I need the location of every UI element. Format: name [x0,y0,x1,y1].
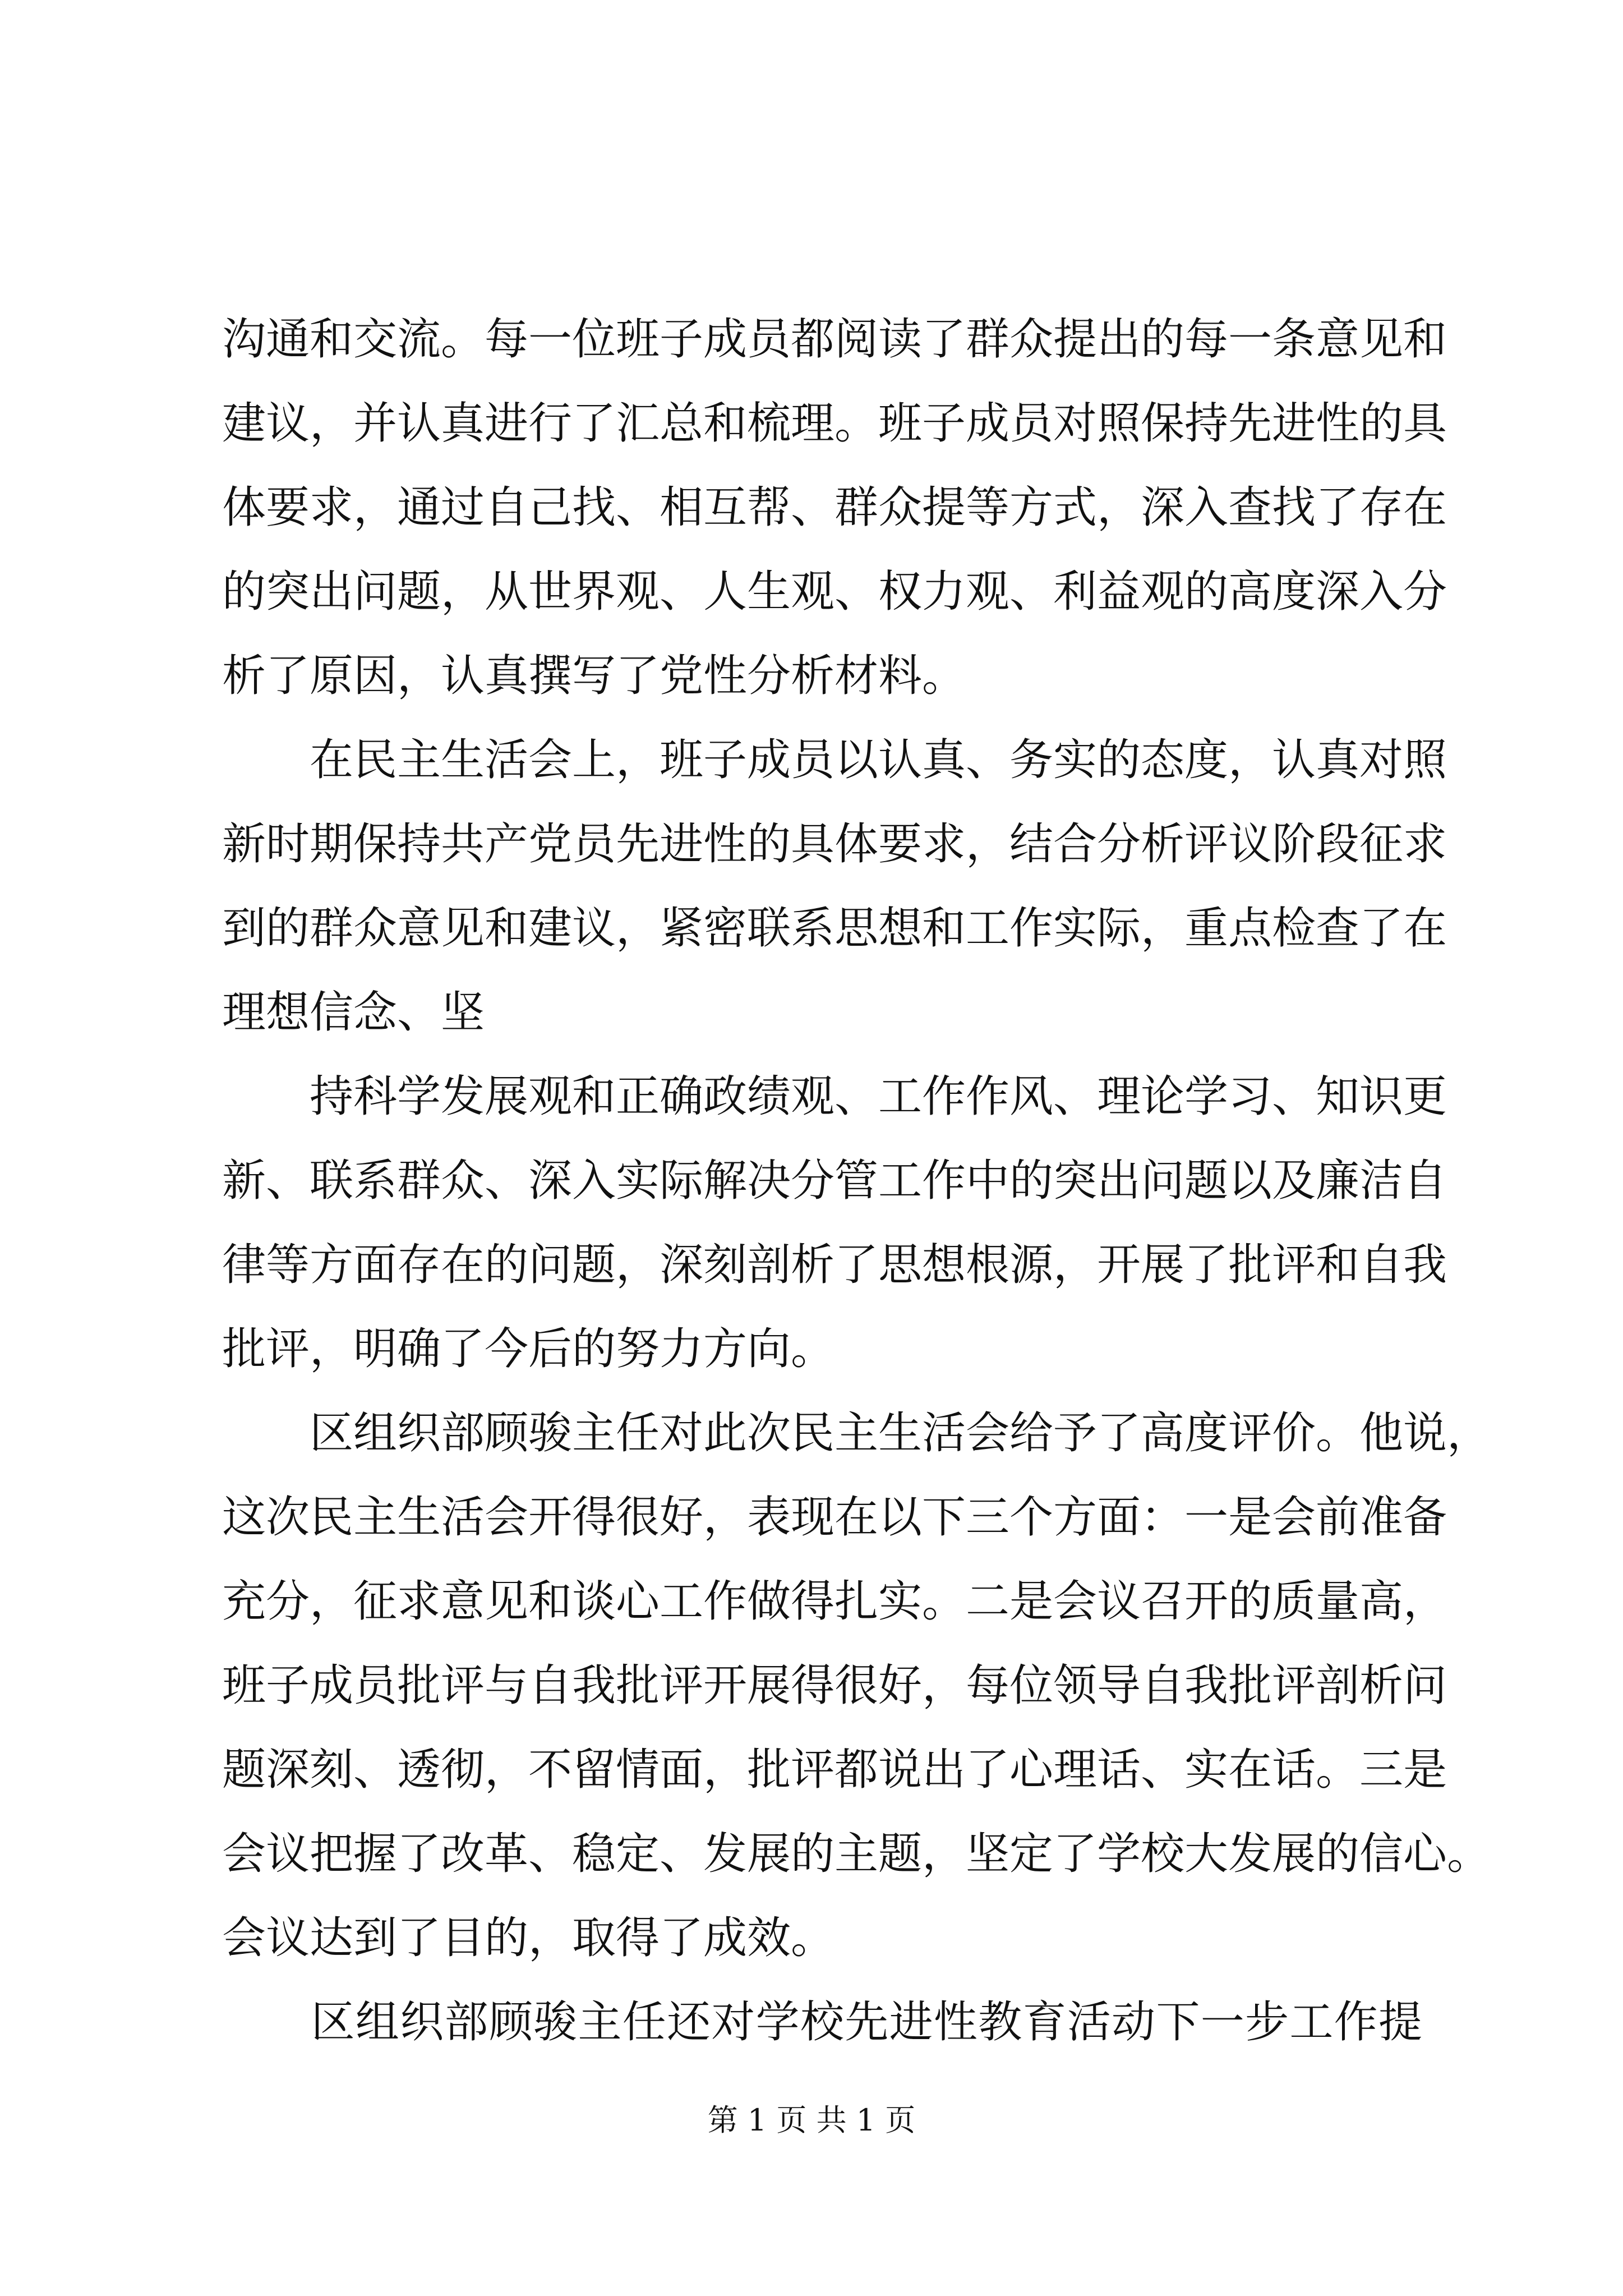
text-line: 充分，征求意见和谈心工作做得扎实。二是会议召开的质量高， [222,1576,1447,1627]
text-line: 新时期保持共产党员先进性的具体要求，结合分析评议阶段征求 [222,819,1447,869]
text-line: 到的群众意见和建议，紧密联系思想和工作实际，重点检查了在 [222,903,1447,954]
text-line: 建议，并认真进行了汇总和梳理。班子成员对照保持先进性的具 [222,398,1447,449]
text-line: 会议把握了改革、稳定、发展的主题，坚定了学校大发展的信心。 [222,1829,1491,1879]
text-line: 批评，明确了今后的努力方向。 [222,1324,835,1374]
text-line: 班子成员批评与自我批评开展得很好，每位领导自我批评剖析问 [222,1660,1447,1711]
text-line: 区组织部顾骏主任还对学校先进性教育活动下一步工作提 [222,1997,1422,2047]
text-line: 新、联系群众、深入实际解决分管工作中的突出问题以及廉洁自 [222,1156,1447,1206]
text-line: 理想信念、坚 [222,987,485,1038]
page-footer: 第 1 页 共 1 页 [707,2102,916,2138]
text-line: 这次民主生活会开得很好，表现在以下三个方面：一是会前准备 [222,1492,1447,1543]
text-line: 沟通和交流。每一位班子成员都阅读了群众提出的每一条意见和 [222,314,1447,365]
text-line: 的突出问题，从世界观、人生观、权力观、利益观的高度深入分 [222,567,1447,617]
body-text [222,297,1491,2064]
text-line: 题深刻、透彻，不留情面，批评都说出了心理话、实在话。三是 [222,1745,1447,1795]
text-line: 体要求，通过自己找、相互帮、群众提等方式，深入查找了存在 [222,482,1447,533]
text-line: 持科学发展观和正确政绩观、工作作风、理论学习、知识更 [222,1071,1447,1122]
text-line: 在民主生活会上，班子成员以认真、务实的态度，认真对照 [222,735,1447,785]
text-line: 会议达到了目的，取得了成效。 [222,1913,835,1963]
text-line: 析了原因，认真撰写了党性分析材料。 [222,651,966,701]
text-line: 律等方面存在的问题，深刻剖析了思想根源，开展了批评和自我 [222,1240,1447,1290]
text-line: 区组织部顾骏主任对此次民主生活会给予了高度评价。他说， [222,1408,1491,1458]
